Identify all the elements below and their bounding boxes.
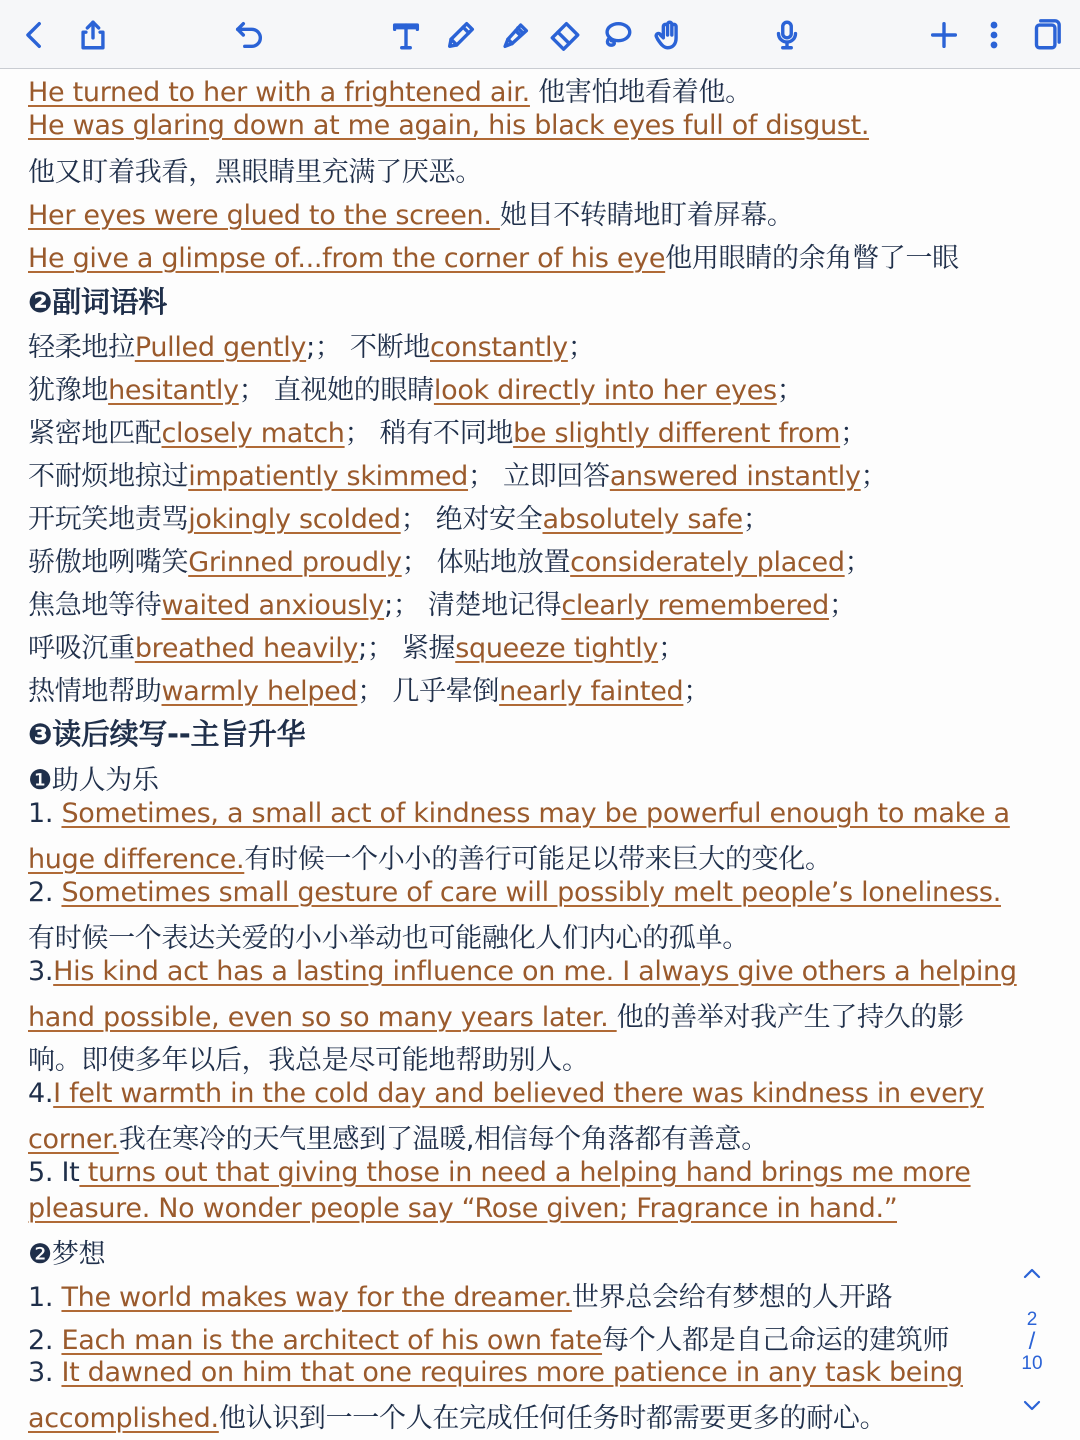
note-line — [28, 1275, 892, 1314]
english-phrase: I felt warmth in the cold day and believed there was kindness in every — [53, 1078, 984, 1109]
chinese-text: ❷梦想 — [28, 1239, 106, 1270]
pen-icon[interactable] — [442, 16, 480, 54]
note-line — [28, 1038, 589, 1077]
chinese-text: ； — [683, 676, 711, 707]
chinese-text: 他的善举对我产生了持久的影 — [616, 1002, 964, 1033]
lasso-icon[interactable] — [598, 16, 636, 54]
chinese-text: ； — [658, 633, 685, 664]
eraser-icon[interactable] — [546, 16, 584, 54]
chinese-text: 5. It — [28, 1157, 80, 1188]
chinese-text: 犹豫地 — [28, 375, 109, 406]
page-separator: / — [1028, 1328, 1036, 1355]
chinese-text: ； 几乎晕倒 — [357, 676, 500, 707]
chinese-text: 开玩笑地责骂 — [28, 504, 189, 535]
chinese-text: ； — [567, 332, 595, 363]
chinese-text: 呼吸沉重 — [28, 633, 135, 664]
note-line — [28, 1318, 949, 1357]
hand-icon[interactable] — [650, 16, 688, 54]
chinese-text: 他用眼睛的余角瞥了一眼 — [665, 243, 959, 274]
english-phrase: impatiently skimmed — [188, 461, 469, 492]
note-line — [28, 669, 710, 708]
note-line — [28, 583, 856, 622]
chinese-text: 轻柔地拉 — [28, 332, 135, 363]
note-line — [28, 193, 794, 232]
english-phrase: warmly helped — [161, 676, 358, 707]
note-line — [28, 368, 804, 407]
note-line — [28, 1232, 105, 1271]
chinese-text: ； — [828, 590, 856, 621]
english-phrase: Pulled gently — [134, 332, 307, 363]
english-phrase: nearly fainted — [499, 676, 684, 707]
chinese-text: 1. — [28, 1282, 62, 1313]
english-phrase: squeeze tightly — [455, 633, 659, 664]
english-phrase: accomplished. — [28, 1403, 219, 1434]
chinese-text: ； — [860, 461, 888, 492]
note-line — [28, 956, 1017, 987]
chinese-text: 焦急地等待 — [28, 590, 162, 621]
note-line — [28, 1396, 886, 1435]
back-chevron-icon[interactable] — [16, 16, 54, 54]
english-phrase: huge difference. — [28, 844, 245, 875]
chinese-text: ❶助人为乐 — [28, 765, 159, 796]
page-navigator — [1000, 1258, 1064, 1418]
pages-icon[interactable] — [1026, 16, 1064, 54]
note-line — [28, 540, 871, 579]
undo-icon[interactable] — [230, 16, 268, 54]
english-phrase: closely match — [161, 418, 345, 449]
chinese-text: ； 立即回答 — [468, 461, 610, 492]
english-phrase: breathed heavily — [134, 633, 359, 664]
chinese-text: 热情地帮助 — [28, 676, 162, 707]
english-phrase: clearly remembered — [561, 590, 829, 621]
page-up-icon[interactable] — [1020, 1262, 1044, 1291]
highlighter-icon[interactable] — [496, 16, 534, 54]
section-heading — [28, 280, 167, 321]
english-phrase: absolutely safe — [542, 504, 743, 535]
english-phrase: look directly into her eyes — [433, 375, 777, 406]
microphone-icon[interactable] — [768, 16, 806, 54]
chinese-text: 3. — [28, 956, 54, 987]
chinese-text: 不耐烦地掠过 — [28, 461, 189, 492]
chinese-text: 世界总会给有梦想的人开路 — [571, 1282, 893, 1313]
note-line — [28, 325, 595, 364]
note-line — [28, 626, 685, 665]
english-phrase: hesitantly — [108, 375, 239, 406]
chinese-text: 骄傲地咧嘴笑 — [28, 547, 189, 578]
chinese-text: ； 绝对安全 — [400, 504, 543, 535]
chinese-text: 3. — [28, 1357, 62, 1388]
chinese-text: ； — [742, 504, 770, 535]
chinese-text: 她目不转睛地盯着屏幕。 — [499, 200, 794, 231]
note-line — [28, 110, 869, 141]
english-phrase: turns out that giving those in need a helping hand brings me more — [79, 1157, 971, 1188]
total-page-number: 10 — [1021, 1353, 1043, 1374]
note-line — [28, 1078, 984, 1109]
current-page-number: 2 — [1026, 1309, 1038, 1330]
section-heading — [28, 712, 305, 753]
note-line — [28, 1357, 963, 1388]
english-phrase: Sometimes, a small act of kindness may be powerful enough to make a — [61, 798, 1010, 829]
text-tool-icon[interactable] — [387, 16, 425, 54]
note-line — [28, 1157, 971, 1188]
toolbar — [0, 0, 1080, 69]
english-phrase: Sometimes small gesture of care will possibly melt people’s loneliness. — [61, 877, 1001, 908]
english-phrase: He turned to her with a frightened air. — [28, 77, 530, 108]
english-phrase: Her eyes were glued to the screen. — [28, 200, 500, 231]
chinese-text: ;； 清楚地记得 — [384, 590, 562, 621]
chinese-text: ❷副词语料 — [28, 285, 168, 319]
chinese-text: ； 直视她的眼睛 — [238, 375, 434, 406]
chinese-text: ； — [840, 418, 867, 449]
note-line — [28, 916, 749, 955]
note-line — [28, 1193, 897, 1224]
chinese-text: 2. — [28, 877, 62, 908]
english-phrase: It dawned on him that one requires more patience in any task being — [61, 1357, 963, 1388]
english-phrase: The world makes way for the dreamer. — [61, 1282, 572, 1313]
chinese-text: 有时候一个表达关爱的小小举动也可能融化人们内心的孤单。 — [28, 923, 749, 954]
chinese-text: 有时候一个小小的善行可能足以带来巨大的变化。 — [244, 844, 832, 875]
chinese-text: 1. — [28, 798, 62, 829]
chinese-text: ;； 不断地 — [306, 332, 430, 363]
chinese-text: 他又盯着我看，黑眼睛里充满了厌恶。 — [28, 157, 482, 188]
page-down-icon[interactable] — [1020, 1393, 1044, 1422]
note-line — [28, 1117, 768, 1156]
english-phrase: jokingly scolded — [188, 504, 401, 535]
note-line — [28, 454, 887, 493]
note-line — [28, 758, 159, 797]
english-phrase: Each man is the architect of his own fate — [61, 1325, 603, 1356]
english-phrase: corner. — [28, 1124, 119, 1155]
english-phrase: He give a glimpse of...from the corner of his eye — [28, 243, 666, 274]
english-phrase: considerately placed — [570, 547, 845, 578]
chinese-text: 我在寒冷的天气里感到了温暖,相信每个角落都有善意。 — [118, 1124, 768, 1155]
english-phrase: constantly — [430, 332, 568, 363]
chinese-text: 响。即使多年以后，我总是尽可能地帮助别人。 — [28, 1045, 589, 1076]
chinese-text: 他害怕地看着他。 — [529, 77, 752, 108]
english-phrase: be slightly different from — [513, 418, 841, 449]
chinese-text: 2. — [28, 1325, 62, 1356]
chinese-text: ； 稍有不同地 — [344, 418, 514, 449]
note-line — [28, 877, 1001, 908]
chinese-text: ； — [844, 547, 872, 578]
english-phrase: waited anxiously — [161, 590, 385, 621]
chinese-text: 紧密地匹配 — [28, 418, 162, 449]
note-line — [28, 837, 832, 876]
add-icon[interactable] — [925, 16, 963, 54]
chinese-text: ❸读后续写--主旨升华 — [28, 717, 306, 751]
note-line — [28, 411, 867, 450]
note-line — [28, 70, 752, 109]
more-icon[interactable] — [975, 16, 1013, 54]
english-phrase: answered instantly — [609, 461, 861, 492]
note-line — [28, 497, 770, 536]
english-phrase: His kind act has a lasting influence on me. I always give others a helping — [53, 956, 1017, 987]
english-phrase: hand possible, even so so many years later. — [28, 1002, 617, 1033]
note-line — [28, 798, 1010, 829]
note-line — [28, 236, 959, 275]
chinese-text: 每个人都是自己命运的建筑师 — [602, 1325, 950, 1356]
note-line — [28, 150, 482, 189]
note-line — [28, 995, 964, 1034]
chinese-text: ； 体贴地放置 — [401, 547, 571, 578]
english-phrase: He was glaring down at me again, his black eyes full of disgust. — [28, 110, 870, 141]
chinese-text: 他认识到一一个人在完成任何任务时都需要更多的耐心。 — [218, 1403, 887, 1434]
english-phrase: pleasure. No wonder people say “Rose given; Fragrance in hand.” — [28, 1193, 898, 1224]
chinese-text: ;； 紧握 — [358, 633, 456, 664]
english-phrase: Grinned proudly — [188, 547, 402, 578]
chinese-text: 4. — [28, 1078, 54, 1109]
chinese-text: ； — [776, 375, 804, 406]
share-icon[interactable] — [74, 16, 112, 54]
